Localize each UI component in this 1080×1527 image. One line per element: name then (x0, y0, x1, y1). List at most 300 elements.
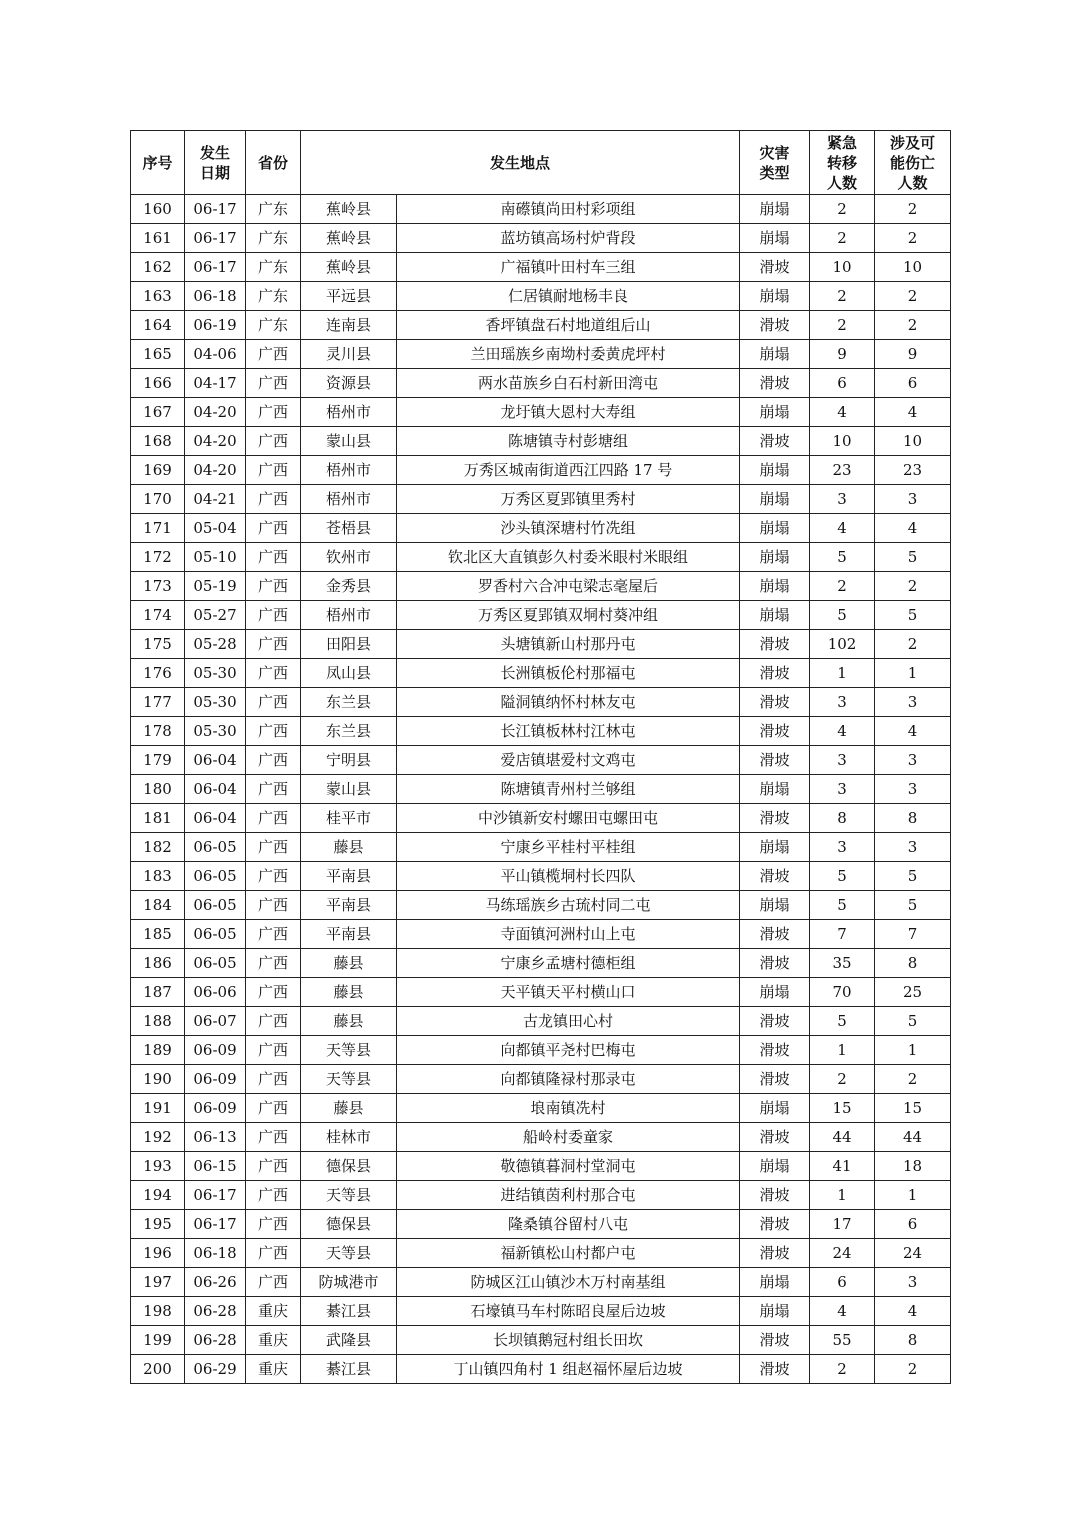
cell-evacuated: 41 (810, 1152, 875, 1181)
cell-seq: 195 (131, 1210, 185, 1239)
header-date: 发生 日期 (185, 131, 246, 195)
cell-location: 沙头镇深塘村竹冼组 (397, 514, 740, 543)
cell-threatened: 8 (875, 949, 951, 978)
cell-seq: 172 (131, 543, 185, 572)
cell-county: 綦江县 (301, 1297, 397, 1326)
cell-evacuated: 5 (810, 1007, 875, 1036)
cell-evacuated: 7 (810, 920, 875, 949)
cell-county: 武隆县 (301, 1326, 397, 1355)
cell-type: 崩塌 (740, 1094, 810, 1123)
cell-date: 06-04 (185, 775, 246, 804)
cell-threatened: 5 (875, 543, 951, 572)
cell-location: 古龙镇田心村 (397, 1007, 740, 1036)
cell-seq: 179 (131, 746, 185, 775)
cell-threatened: 23 (875, 456, 951, 485)
cell-county: 藤县 (301, 1094, 397, 1123)
cell-date: 06-05 (185, 833, 246, 862)
table-row (131, 253, 951, 282)
cell-seq: 161 (131, 224, 185, 253)
cell-province: 广西 (246, 369, 301, 398)
cell-location: 马练瑶族乡古琉村同二屯 (397, 891, 740, 920)
cell-date: 06-28 (185, 1326, 246, 1355)
cell-threatened: 7 (875, 920, 951, 949)
cell-location: 广福镇叶田村车三组 (397, 253, 740, 282)
cell-threatened: 1 (875, 1181, 951, 1210)
cell-type: 滑坡 (740, 1065, 810, 1094)
cell-location: 长坝镇鹅冠村组长田坎 (397, 1326, 740, 1355)
cell-location: 万秀区城南街道西江四路 17 号 (397, 456, 740, 485)
cell-type: 崩塌 (740, 572, 810, 601)
cell-date: 06-05 (185, 920, 246, 949)
cell-county: 蒙山县 (301, 775, 397, 804)
header-row (131, 131, 951, 195)
cell-date: 06-05 (185, 949, 246, 978)
cell-location: 两水苗族乡白石村新田湾屯 (397, 369, 740, 398)
cell-type: 滑坡 (740, 1355, 810, 1384)
cell-seq: 192 (131, 1123, 185, 1152)
cell-evacuated: 6 (810, 369, 875, 398)
cell-threatened: 2 (875, 195, 951, 224)
cell-seq: 183 (131, 862, 185, 891)
header-location: 发生地点 (301, 131, 740, 195)
cell-date: 05-27 (185, 601, 246, 630)
cell-threatened: 2 (875, 311, 951, 340)
cell-county: 蒙山县 (301, 427, 397, 456)
cell-county: 防城港市 (301, 1268, 397, 1297)
cell-location: 隆桑镇谷留村八屯 (397, 1210, 740, 1239)
cell-threatened: 25 (875, 978, 951, 1007)
cell-date: 06-05 (185, 862, 246, 891)
table-row (131, 920, 951, 949)
cell-type: 滑坡 (740, 1007, 810, 1036)
cell-threatened: 6 (875, 369, 951, 398)
cell-location: 宁康乡孟塘村德柜组 (397, 949, 740, 978)
cell-seq: 199 (131, 1326, 185, 1355)
cell-seq: 196 (131, 1239, 185, 1268)
table-row (131, 891, 951, 920)
cell-province: 重庆 (246, 1326, 301, 1355)
cell-threatened: 5 (875, 1007, 951, 1036)
header-seq: 序号 (131, 131, 185, 195)
cell-evacuated: 2 (810, 1355, 875, 1384)
cell-province: 广东 (246, 195, 301, 224)
cell-province: 广西 (246, 1181, 301, 1210)
cell-evacuated: 1 (810, 659, 875, 688)
cell-location: 头塘镇新山村那丹屯 (397, 630, 740, 659)
cell-county: 天等县 (301, 1239, 397, 1268)
table-row (131, 1297, 951, 1326)
cell-type: 崩塌 (740, 224, 810, 253)
table-row (131, 862, 951, 891)
cell-province: 广西 (246, 775, 301, 804)
cell-seq: 197 (131, 1268, 185, 1297)
cell-province: 广西 (246, 1036, 301, 1065)
cell-date: 06-17 (185, 253, 246, 282)
table-row (131, 1123, 951, 1152)
cell-threatened: 2 (875, 224, 951, 253)
table-row (131, 514, 951, 543)
cell-county: 德保县 (301, 1210, 397, 1239)
table-row (131, 601, 951, 630)
cell-province: 重庆 (246, 1297, 301, 1326)
cell-location: 向都镇平尧村巴梅屯 (397, 1036, 740, 1065)
cell-threatened: 15 (875, 1094, 951, 1123)
cell-type: 崩塌 (740, 195, 810, 224)
cell-threatened: 5 (875, 891, 951, 920)
table-row (131, 369, 951, 398)
cell-type: 滑坡 (740, 746, 810, 775)
cell-date: 06-17 (185, 1210, 246, 1239)
cell-seq: 166 (131, 369, 185, 398)
cell-date: 06-09 (185, 1065, 246, 1094)
cell-date: 04-20 (185, 456, 246, 485)
table-row (131, 949, 951, 978)
cell-seq: 170 (131, 485, 185, 514)
cell-county: 连南县 (301, 311, 397, 340)
cell-date: 06-04 (185, 804, 246, 833)
cell-type: 滑坡 (740, 253, 810, 282)
cell-threatened: 3 (875, 485, 951, 514)
cell-type: 崩塌 (740, 978, 810, 1007)
cell-county: 天等县 (301, 1065, 397, 1094)
cell-seq: 186 (131, 949, 185, 978)
cell-county: 德保县 (301, 1152, 397, 1181)
cell-location: 蓝坊镇高场村炉背段 (397, 224, 740, 253)
cell-evacuated: 3 (810, 833, 875, 862)
cell-province: 广西 (246, 572, 301, 601)
cell-county: 藤县 (301, 978, 397, 1007)
header-type: 灾害 类型 (740, 131, 810, 195)
cell-province: 广西 (246, 485, 301, 514)
cell-location: 万秀区夏郢镇里秀村 (397, 485, 740, 514)
cell-seq: 191 (131, 1094, 185, 1123)
cell-province: 广西 (246, 1065, 301, 1094)
cell-seq: 182 (131, 833, 185, 862)
cell-seq: 177 (131, 688, 185, 717)
cell-seq: 185 (131, 920, 185, 949)
cell-threatened: 3 (875, 775, 951, 804)
cell-province: 广东 (246, 311, 301, 340)
cell-threatened: 4 (875, 398, 951, 427)
cell-province: 广西 (246, 630, 301, 659)
cell-county: 平南县 (301, 862, 397, 891)
cell-seq: 171 (131, 514, 185, 543)
cell-evacuated: 4 (810, 717, 875, 746)
cell-evacuated: 3 (810, 688, 875, 717)
cell-province: 广西 (246, 340, 301, 369)
cell-county: 宁明县 (301, 746, 397, 775)
cell-location: 长洲镇板伦村那福屯 (397, 659, 740, 688)
cell-threatened: 2 (875, 630, 951, 659)
table-row (131, 572, 951, 601)
cell-province: 广西 (246, 746, 301, 775)
cell-type: 崩塌 (740, 1268, 810, 1297)
cell-province: 广西 (246, 949, 301, 978)
cell-date: 05-19 (185, 572, 246, 601)
cell-seq: 162 (131, 253, 185, 282)
disaster-table (130, 130, 951, 1384)
table-row (131, 224, 951, 253)
cell-evacuated: 44 (810, 1123, 875, 1152)
header-threatened: 涉及可 能伤亡 人数 (875, 131, 951, 195)
table-row (131, 340, 951, 369)
table-row (131, 456, 951, 485)
cell-province: 广西 (246, 659, 301, 688)
cell-county: 蕉岭县 (301, 224, 397, 253)
cell-evacuated: 2 (810, 1065, 875, 1094)
cell-evacuated: 3 (810, 485, 875, 514)
table-row (131, 485, 951, 514)
cell-seq: 187 (131, 978, 185, 1007)
cell-evacuated: 1 (810, 1036, 875, 1065)
cell-seq: 164 (131, 311, 185, 340)
cell-seq: 176 (131, 659, 185, 688)
cell-county: 天等县 (301, 1181, 397, 1210)
cell-date: 06-17 (185, 195, 246, 224)
cell-threatened: 8 (875, 1326, 951, 1355)
table-row (131, 978, 951, 1007)
cell-date: 05-10 (185, 543, 246, 572)
cell-type: 滑坡 (740, 1123, 810, 1152)
cell-county: 田阳县 (301, 630, 397, 659)
cell-location: 龙圩镇大恩村大寿组 (397, 398, 740, 427)
cell-province: 广西 (246, 1152, 301, 1181)
cell-seq: 165 (131, 340, 185, 369)
cell-province: 广西 (246, 717, 301, 746)
cell-type: 滑坡 (740, 1036, 810, 1065)
cell-location: 埌南镇冼村 (397, 1094, 740, 1123)
cell-location: 罗香村六合冲屯梁志毫屋后 (397, 572, 740, 601)
cell-evacuated: 10 (810, 427, 875, 456)
table-body (131, 195, 951, 1384)
cell-location: 宁康乡平桂村平桂组 (397, 833, 740, 862)
cell-type: 崩塌 (740, 601, 810, 630)
cell-province: 广西 (246, 804, 301, 833)
cell-county: 灵川县 (301, 340, 397, 369)
cell-threatened: 4 (875, 1297, 951, 1326)
cell-date: 06-18 (185, 282, 246, 311)
table-row (131, 688, 951, 717)
cell-county: 平南县 (301, 891, 397, 920)
cell-county: 梧州市 (301, 485, 397, 514)
cell-location: 隘洞镇纳怀村林友屯 (397, 688, 740, 717)
cell-threatened: 44 (875, 1123, 951, 1152)
table-row (131, 833, 951, 862)
cell-date: 06-28 (185, 1297, 246, 1326)
cell-type: 崩塌 (740, 398, 810, 427)
cell-county: 苍梧县 (301, 514, 397, 543)
cell-province: 广西 (246, 1123, 301, 1152)
cell-evacuated: 5 (810, 891, 875, 920)
cell-seq: 169 (131, 456, 185, 485)
cell-evacuated: 3 (810, 775, 875, 804)
cell-date: 06-15 (185, 1152, 246, 1181)
cell-threatened: 1 (875, 659, 951, 688)
cell-type: 滑坡 (740, 920, 810, 949)
cell-date: 04-21 (185, 485, 246, 514)
cell-location: 敬德镇暮洞村堂洞屯 (397, 1152, 740, 1181)
cell-threatened: 2 (875, 572, 951, 601)
cell-type: 滑坡 (740, 369, 810, 398)
cell-location: 长江镇板林村江林屯 (397, 717, 740, 746)
table-row (131, 1239, 951, 1268)
cell-type: 滑坡 (740, 311, 810, 340)
cell-province: 广西 (246, 514, 301, 543)
cell-county: 平远县 (301, 282, 397, 311)
cell-type: 滑坡 (740, 427, 810, 456)
cell-date: 06-19 (185, 311, 246, 340)
cell-evacuated: 4 (810, 398, 875, 427)
cell-evacuated: 1 (810, 1181, 875, 1210)
table-row (131, 427, 951, 456)
cell-seq: 168 (131, 427, 185, 456)
cell-date: 06-04 (185, 746, 246, 775)
cell-province: 广西 (246, 920, 301, 949)
cell-location: 爱店镇堪爱村文鸡屯 (397, 746, 740, 775)
table-row (131, 1036, 951, 1065)
cell-threatened: 2 (875, 282, 951, 311)
cell-evacuated: 2 (810, 195, 875, 224)
cell-county: 藤县 (301, 949, 397, 978)
cell-location: 寺面镇河洲村山上屯 (397, 920, 740, 949)
cell-evacuated: 2 (810, 224, 875, 253)
cell-seq: 178 (131, 717, 185, 746)
cell-type: 滑坡 (740, 862, 810, 891)
cell-date: 06-26 (185, 1268, 246, 1297)
cell-evacuated: 24 (810, 1239, 875, 1268)
cell-county: 藤县 (301, 1007, 397, 1036)
cell-threatened: 10 (875, 427, 951, 456)
cell-county: 凤山县 (301, 659, 397, 688)
cell-evacuated: 102 (810, 630, 875, 659)
table-row (131, 195, 951, 224)
cell-location: 防城区江山镇沙木万村南基组 (397, 1268, 740, 1297)
cell-province: 广东 (246, 282, 301, 311)
table-header (131, 131, 951, 195)
cell-type: 崩塌 (740, 282, 810, 311)
table-row (131, 1268, 951, 1297)
cell-threatened: 24 (875, 1239, 951, 1268)
cell-threatened: 4 (875, 717, 951, 746)
cell-evacuated: 9 (810, 340, 875, 369)
cell-threatened: 18 (875, 1152, 951, 1181)
cell-county: 桂林市 (301, 1123, 397, 1152)
cell-county: 资源县 (301, 369, 397, 398)
cell-threatened: 10 (875, 253, 951, 282)
cell-type: 滑坡 (740, 949, 810, 978)
header-province: 省份 (246, 131, 301, 195)
cell-province: 广西 (246, 1007, 301, 1036)
cell-evacuated: 6 (810, 1268, 875, 1297)
cell-type: 崩塌 (740, 833, 810, 862)
cell-evacuated: 5 (810, 543, 875, 572)
cell-county: 蕉岭县 (301, 195, 397, 224)
cell-county: 平南县 (301, 920, 397, 949)
cell-county: 梧州市 (301, 456, 397, 485)
cell-date: 06-13 (185, 1123, 246, 1152)
table-row (131, 311, 951, 340)
cell-evacuated: 8 (810, 804, 875, 833)
table-row (131, 775, 951, 804)
table-row (131, 1065, 951, 1094)
cell-county: 梧州市 (301, 601, 397, 630)
cell-type: 滑坡 (740, 1326, 810, 1355)
cell-date: 04-06 (185, 340, 246, 369)
cell-province: 广西 (246, 688, 301, 717)
cell-threatened: 3 (875, 746, 951, 775)
cell-county: 藤县 (301, 833, 397, 862)
cell-seq: 167 (131, 398, 185, 427)
cell-location: 船岭村委童家 (397, 1123, 740, 1152)
cell-seq: 189 (131, 1036, 185, 1065)
cell-evacuated: 4 (810, 514, 875, 543)
cell-seq: 175 (131, 630, 185, 659)
cell-seq: 160 (131, 195, 185, 224)
cell-province: 广西 (246, 543, 301, 572)
cell-location: 钦北区大直镇彭久村委米眼村米眼组 (397, 543, 740, 572)
cell-evacuated: 23 (810, 456, 875, 485)
cell-location: 进结镇茵利村那合屯 (397, 1181, 740, 1210)
cell-date: 04-20 (185, 427, 246, 456)
cell-threatened: 2 (875, 1355, 951, 1384)
cell-location: 福新镇松山村都户屯 (397, 1239, 740, 1268)
cell-date: 06-29 (185, 1355, 246, 1384)
table-row (131, 804, 951, 833)
cell-type: 崩塌 (740, 891, 810, 920)
cell-location: 香坪镇盘石村地道组后山 (397, 311, 740, 340)
cell-evacuated: 15 (810, 1094, 875, 1123)
cell-province: 广西 (246, 978, 301, 1007)
cell-type: 崩塌 (740, 543, 810, 572)
cell-seq: 194 (131, 1181, 185, 1210)
cell-seq: 193 (131, 1152, 185, 1181)
cell-province: 广西 (246, 862, 301, 891)
cell-threatened: 5 (875, 601, 951, 630)
cell-threatened: 1 (875, 1036, 951, 1065)
cell-date: 05-04 (185, 514, 246, 543)
cell-county: 綦江县 (301, 1355, 397, 1384)
cell-type: 滑坡 (740, 804, 810, 833)
cell-location: 天平镇天平村横山口 (397, 978, 740, 1007)
cell-location: 兰田瑶族乡南坳村委黄虎坪村 (397, 340, 740, 369)
cell-province: 广西 (246, 601, 301, 630)
cell-county: 蕉岭县 (301, 253, 397, 282)
cell-county: 梧州市 (301, 398, 397, 427)
cell-type: 崩塌 (740, 340, 810, 369)
cell-province: 广西 (246, 1268, 301, 1297)
cell-seq: 198 (131, 1297, 185, 1326)
cell-date: 06-17 (185, 1181, 246, 1210)
cell-threatened: 5 (875, 862, 951, 891)
cell-location: 向都镇隆禄村那录屯 (397, 1065, 740, 1094)
cell-evacuated: 35 (810, 949, 875, 978)
cell-type: 滑坡 (740, 1210, 810, 1239)
cell-evacuated: 10 (810, 253, 875, 282)
cell-threatened: 4 (875, 514, 951, 543)
cell-location: 丁山镇四角村 1 组赵福怀屋后边坡 (397, 1355, 740, 1384)
cell-location: 陈塘镇青州村兰够组 (397, 775, 740, 804)
cell-date: 05-30 (185, 688, 246, 717)
cell-evacuated: 4 (810, 1297, 875, 1326)
table-row (131, 282, 951, 311)
table-row (131, 717, 951, 746)
header-evacuated: 紧急 转移 人数 (810, 131, 875, 195)
cell-type: 滑坡 (740, 1239, 810, 1268)
cell-date: 06-05 (185, 891, 246, 920)
cell-date: 05-30 (185, 659, 246, 688)
cell-seq: 174 (131, 601, 185, 630)
cell-location: 仁居镇耐地杨丰良 (397, 282, 740, 311)
